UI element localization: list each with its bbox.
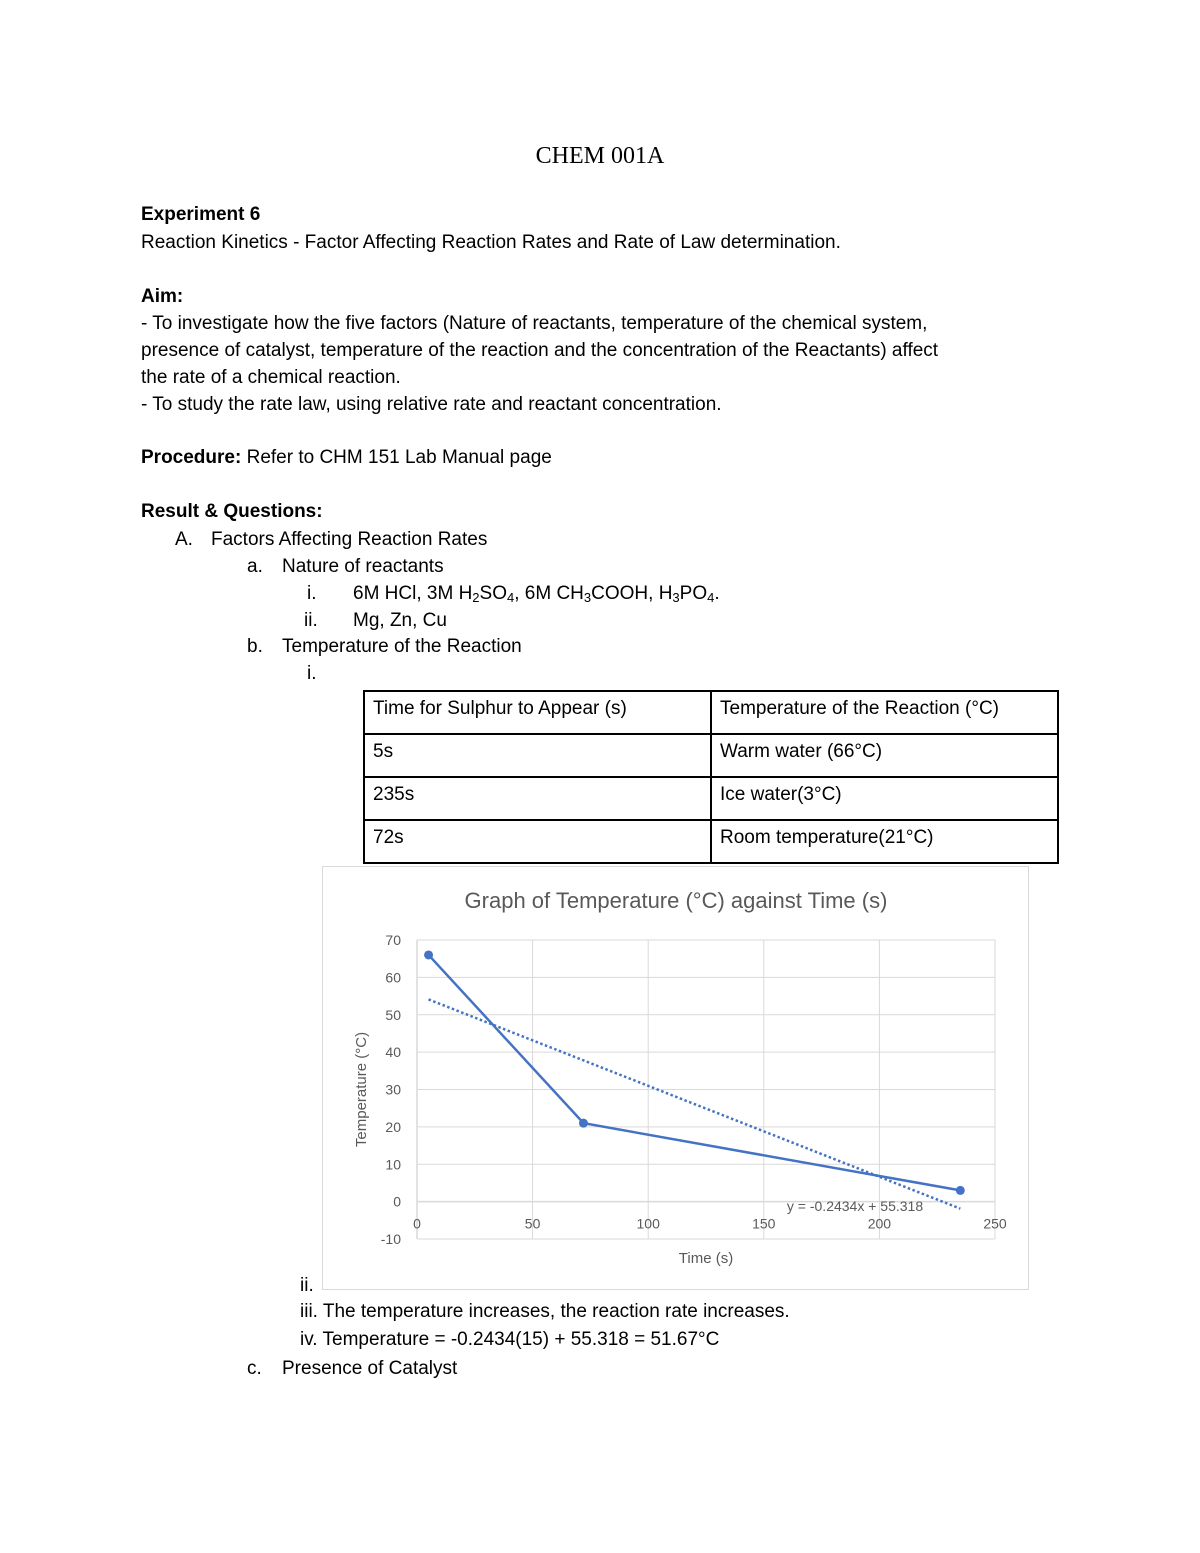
table-cell: Ice water(3°C) (711, 777, 1058, 820)
table-header-cell: Temperature of the Reaction (°C) (711, 691, 1058, 734)
procedure-label: Procedure: (141, 447, 242, 468)
temperature-time-chart (322, 866, 1029, 1290)
table-row (364, 777, 1058, 820)
y-tick-label: -10 (380, 1231, 401, 1247)
list-item-section-a (175, 526, 487, 553)
results-label: Result & Questions: (141, 501, 323, 522)
x-axis-label: Time (s) (678, 1250, 734, 1267)
table-cell: 72s (364, 820, 711, 863)
page-title: CHEM 001A (535, 143, 665, 169)
data-point (956, 1186, 965, 1195)
results-table (363, 690, 1059, 864)
table-cell: 235s (364, 777, 711, 820)
list-item-c (247, 1355, 457, 1382)
table-cell: Warm water (66°C) (711, 734, 1058, 777)
list-marker: b. (247, 636, 263, 657)
list-marker: a. (247, 556, 263, 577)
y-tick-label: 10 (385, 1156, 401, 1173)
series-line (429, 955, 961, 1190)
table-header-cell: Time for Sulphur to Appear (s) (364, 691, 711, 734)
experiment-label: Experiment 6 (141, 204, 261, 225)
x-tick-label: 150 (752, 1215, 776, 1232)
list-item-a-i (307, 580, 720, 607)
list-item-text: Factors Affecting Reaction Rates (211, 529, 488, 550)
list-marker: ii. (300, 1275, 314, 1296)
procedure-line (141, 444, 552, 471)
table-cell: Room temperature(21°C) (711, 820, 1058, 863)
aim-line-2: presence of catalyst, temperature of the reaction and the concentration of the Reactants) affect (141, 340, 939, 361)
y-tick-label: 0 (393, 1193, 401, 1210)
table-row (364, 820, 1058, 863)
list-marker: ii. (304, 610, 318, 631)
list-item-b-ii (300, 1272, 314, 1299)
list-marker: A. (175, 529, 193, 550)
chart-svg (323, 867, 1030, 1291)
y-tick-label: 30 (385, 1081, 401, 1098)
table-cell: 5s (364, 734, 711, 777)
experiment-description: Reaction Kinetics - Factor Affecting Reaction Rates and Rate of Law determination. (141, 232, 841, 253)
table-row (364, 734, 1058, 777)
list-item-b (247, 633, 522, 660)
x-tick-label: 0 (413, 1215, 421, 1232)
x-tick-label: 100 (636, 1215, 660, 1232)
aim-line-4: - To study the rate law, using relative rate and reactant concentration. (141, 394, 722, 415)
data-point (579, 1119, 588, 1128)
y-tick-label: 40 (385, 1044, 401, 1061)
chemical-formula-text: 6M HCl, 3M $H_2SO_4$, 6M $CH_3COOH$, $H_3PO_4$. (353, 583, 720, 605)
aim-line-1: - To investigate how the five factors (Nature of reactants, temperature of the chemical system, (141, 313, 928, 334)
list-item-text: Temperature of the Reaction (282, 636, 522, 657)
x-tick-label: 250 (983, 1215, 1007, 1232)
list-item-text: Nature of reactants (282, 556, 444, 577)
y-tick-label: 60 (385, 969, 401, 986)
list-marker: c. (247, 1358, 262, 1379)
list-item-b-i (307, 660, 317, 687)
x-tick-label: 50 (524, 1215, 541, 1232)
list-marker: i. (307, 663, 317, 684)
list-item-text: Mg, Zn, Cu (353, 610, 447, 631)
y-axis-label: Temperature (°C) (353, 1031, 370, 1148)
chart-title: Graph of Temperature (°C) against Time (s) (464, 888, 888, 913)
list-item-b-iv: iv. Temperature = -0.2434(15) + 55.318 = 51.67°C (300, 1329, 720, 1350)
list-marker: i. (307, 583, 317, 604)
table-header-row (364, 691, 1058, 734)
list-item-b-iii: iii. The temperature increases, the reaction rate increases. (300, 1301, 790, 1322)
procedure-text: Refer to CHM 151 Lab Manual page (246, 447, 552, 468)
trendline-equation: y = -0.2434x + 55.318 (786, 1197, 924, 1214)
data-point (424, 950, 433, 959)
y-tick-label: 50 (385, 1006, 401, 1023)
x-tick-label: 200 (867, 1215, 892, 1232)
y-tick-label: 20 (385, 1118, 401, 1135)
list-item-a (247, 553, 444, 580)
aim-line-3: the rate of a chemical reaction. (141, 367, 401, 388)
y-tick-label: 70 (385, 932, 401, 948)
list-item-a-ii (304, 607, 447, 634)
list-item-text: Presence of Catalyst (282, 1358, 458, 1379)
aim-label: Aim: (141, 286, 184, 307)
